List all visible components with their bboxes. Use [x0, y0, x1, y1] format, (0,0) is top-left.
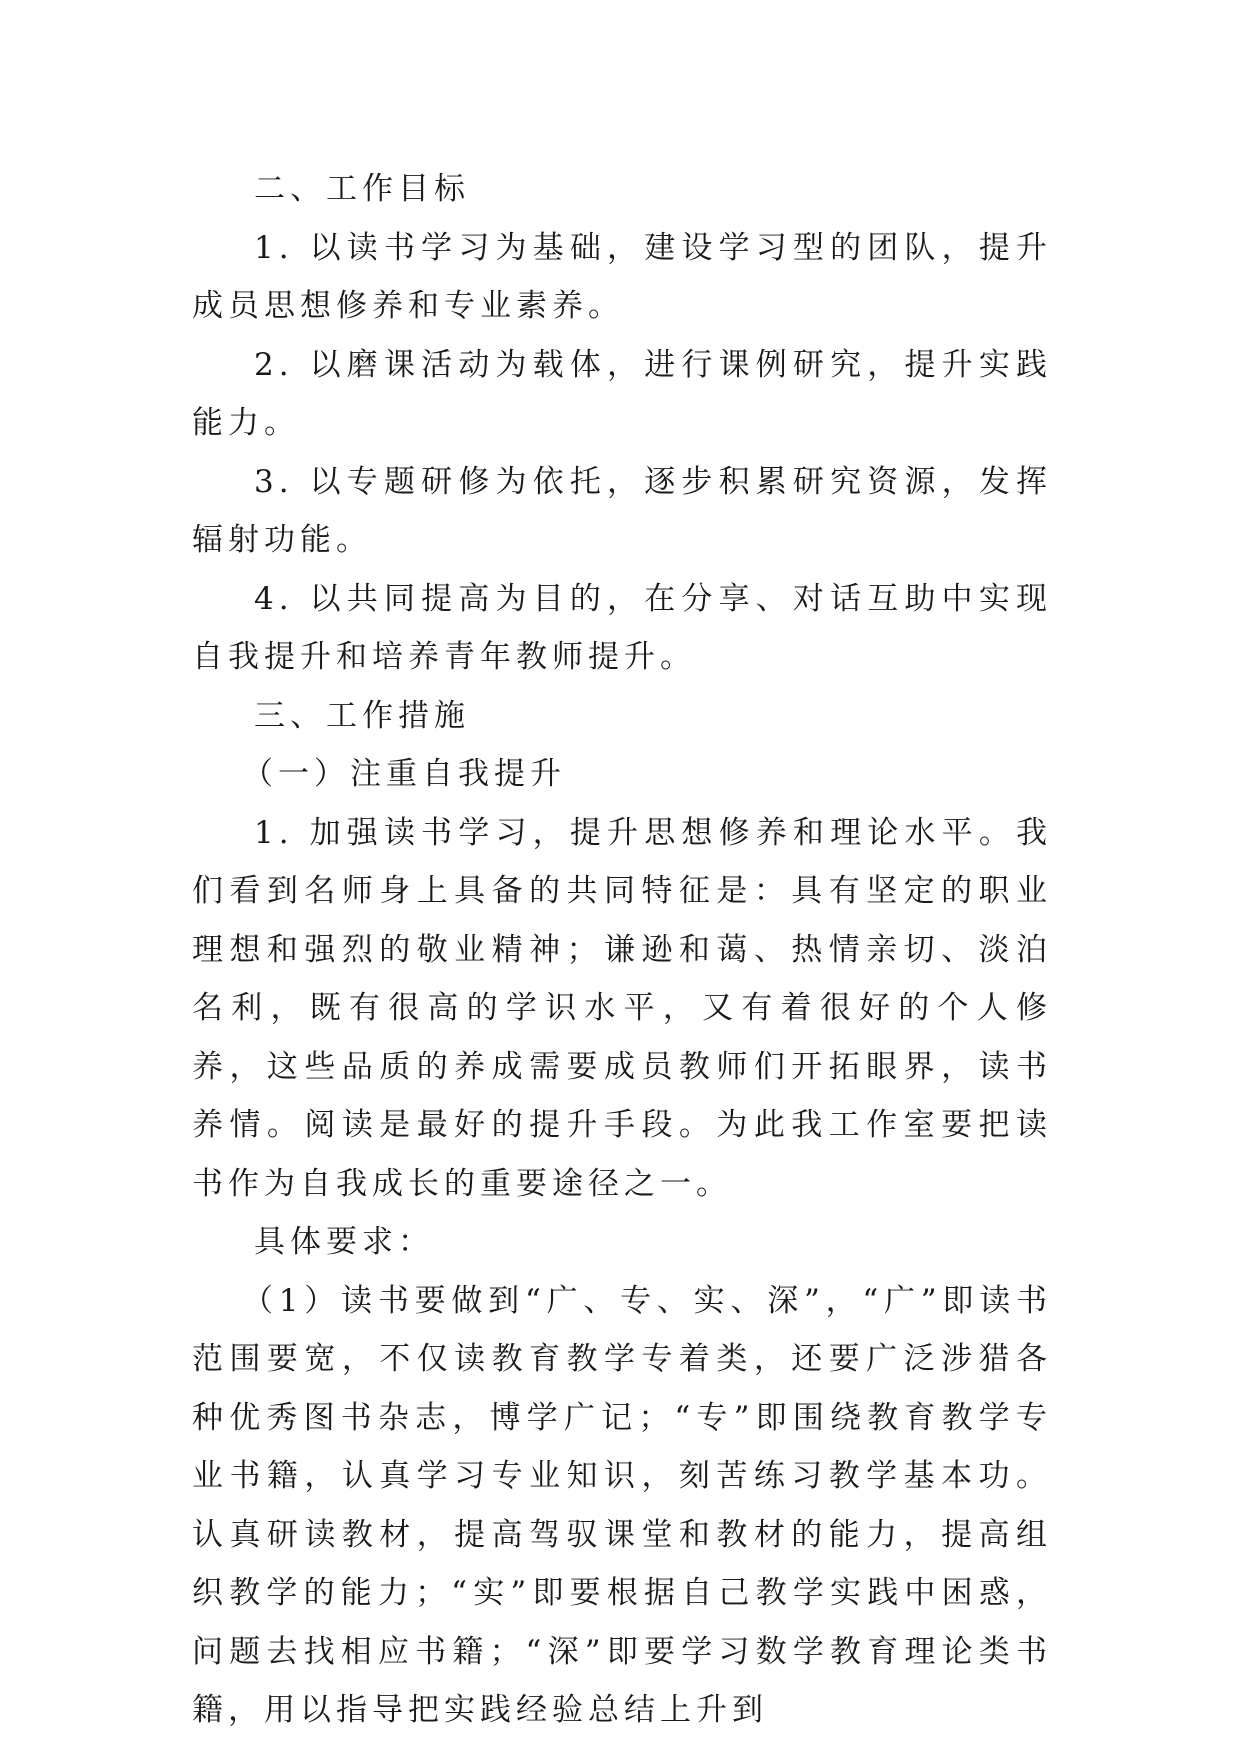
section-heading-goals: 二、工作目标 — [254, 171, 470, 207]
document-body — [192, 160, 1052, 1740]
goal-item-1: 1. 以读书学习为基础，建设学习型的团队，提升成员思想修养和专业素养。 — [192, 229, 1052, 324]
goal-item-3: 3. 以专题研修为依托，逐步积累研究资源，发挥辐射功能。 — [192, 463, 1052, 558]
goal-item-2: 2. 以磨课活动为载体，进行课例研究，提升实践能力。 — [192, 346, 1052, 441]
measure-item-1: 1. 加强读书学习，提升思想修养和理论水平。我们看到名师身上具备的共同特征是：具有坚定的职业理想和强烈的敬业精神；谦逊和蔼、热情亲切、淡泊名利，既有很高的学识水平，又有着很好的个人修养，这些品质的养成需要成员教师们开拓眼界，读书养情。阅读是最好的提升手段。为此我工作室要把读书作为自我成长的重要途径之一。 — [192, 814, 1052, 1202]
goal-item-4: 4. 以共同提高为目的，在分享、对话互助中实现自我提升和培养青年教师提升。 — [192, 580, 1052, 675]
subsection-heading-self-improvement: （一）注重自我提升 — [242, 756, 566, 792]
section-heading-measures: 三、工作措施 — [254, 697, 470, 734]
requirements-label: 具体要求： — [254, 1224, 434, 1260]
requirement-item-1: （1）读书要做到“广、专、实、深”，“广”即读书范围要宽，不仅读教育教学专着类，还要广泛涉猎各种优秀图书杂志，博学广记；“专”即围绕教育教学专业书籍，认真学习专业知识，刻苦练习教学基本功。认真研读教材，提高驾驭课堂和教材的能力，提高组织教学的能力；“实”即要根据自己教学实践中困惑，问题去找相应书籍；“深”即要学习数学教育理论类书籍，用以指导把实践经验总结上升到 — [192, 1282, 1052, 1728]
